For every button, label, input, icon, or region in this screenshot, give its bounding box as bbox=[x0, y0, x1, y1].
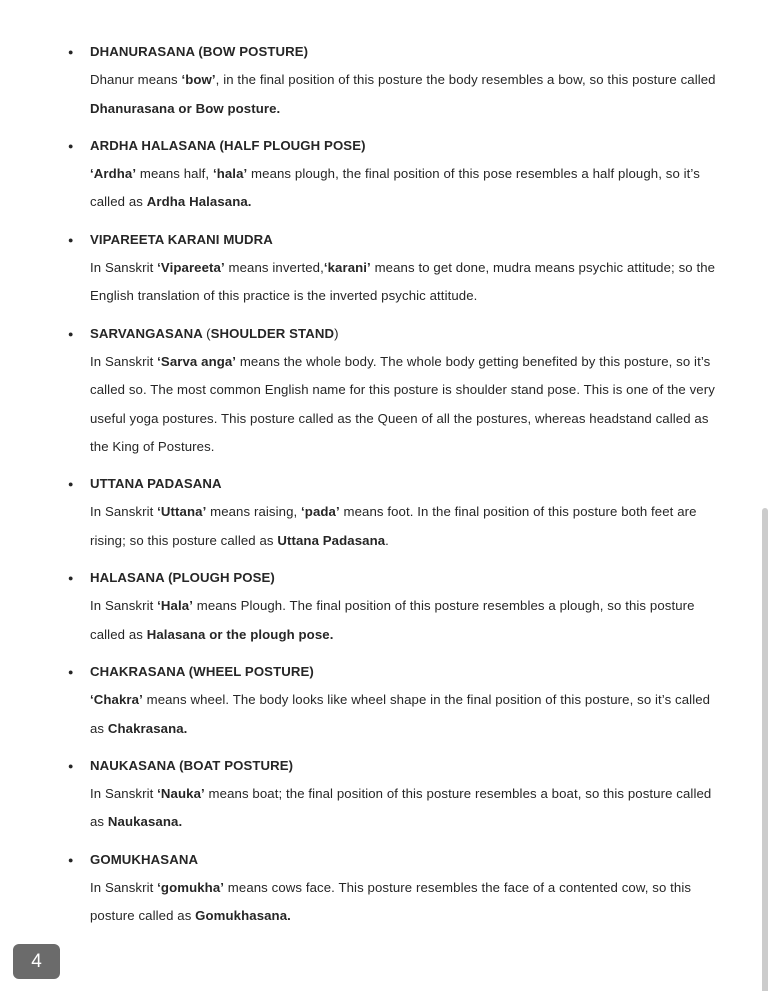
posture-description: In Sanskrit ‘Vipareeta’ means inverted,‘karani’ means to get done, mudra means psychic attitude; so the English translation of this practice is the inverted psychic attitude. bbox=[90, 260, 716, 304]
list-item bbox=[68, 132, 770, 217]
item-content bbox=[90, 132, 725, 217]
posture-description: In Sanskrit ‘Sarva anga’ means the whole body. The whole body getting benefited by this posture, so it’s called so. The most common English name for this posture is shoulder stand pose. This is one of the very useful yoga postures. This posture called as the Queen of all the postures, whereas headstand called as the King of Postures. bbox=[90, 353, 715, 454]
list-item bbox=[68, 752, 770, 837]
bullet-icon: ● bbox=[68, 328, 74, 339]
bullet-icon: ● bbox=[68, 140, 74, 151]
posture-description: In Sanskrit ‘Hala’ means Plough. The final position of this posture resembles a plough, so this posture called as Halasana or the plough pose. bbox=[90, 598, 695, 642]
bullet-icon: ● bbox=[68, 760, 74, 771]
item-content bbox=[90, 846, 725, 931]
posture-heading: CHAKRASANA (WHEEL POSTURE) bbox=[90, 663, 314, 679]
bullet-icon: ● bbox=[68, 234, 74, 245]
posture-description: In Sanskrit ‘Nauka’ means boat; the final position of this posture resembles a boat, so this posture called as Naukasana. bbox=[90, 786, 712, 830]
bullet-icon: ● bbox=[68, 854, 74, 865]
posture-heading: HALASANA (PLOUGH POSE) bbox=[90, 570, 275, 586]
list-item bbox=[68, 226, 770, 311]
posture-heading: NAUKASANA (BOAT POSTURE) bbox=[90, 757, 294, 773]
posture-description: Dhanur means ‘bow’, in the final position of this posture the body resembles a bow, so this posture called Dhanurasana or Bow posture. bbox=[90, 72, 716, 116]
posture-heading: SARVANGASANA (SHOULDER STAND) bbox=[90, 325, 339, 341]
posture-heading: VIPAREETA KARANI MUDRA bbox=[90, 231, 273, 247]
page-number-badge bbox=[13, 944, 60, 979]
posture-heading: GOMUKHASANA bbox=[90, 851, 199, 867]
item-content bbox=[90, 320, 725, 461]
list-item bbox=[68, 38, 770, 123]
bullet-icon: ● bbox=[68, 666, 74, 677]
item-content bbox=[90, 226, 725, 311]
scrollbar-thumb[interactable] bbox=[762, 508, 768, 991]
posture-heading: UTTANA PADASANA bbox=[90, 476, 222, 492]
list-item bbox=[68, 564, 770, 649]
list-item bbox=[68, 470, 770, 555]
posture-heading: DHANURASANA (BOW POSTURE) bbox=[90, 44, 309, 59]
item-content bbox=[90, 752, 725, 837]
posture-heading: ARDHA HALASANA (HALF PLOUGH POSE) bbox=[90, 137, 366, 153]
posture-description: ‘Ardha’ means half, ‘hala’ means plough, the final position of this pose resembles a half plough, so it’s called as Ardha Halasana. bbox=[90, 166, 700, 210]
bullet-icon: ● bbox=[68, 47, 74, 57]
item-content bbox=[90, 658, 725, 743]
bullet-icon: ● bbox=[68, 479, 74, 490]
item-content bbox=[90, 38, 725, 123]
page-number: 4 bbox=[31, 950, 42, 972]
posture-description: ‘Chakra’ means wheel. The body looks like wheel shape in the final position of this posture, so it’s called as Chakrasana. bbox=[90, 692, 711, 736]
posture-description: In Sanskrit ‘gomukha’ means cows face. This posture resembles the face of a contented cow, so this posture called as Gomukhasana. bbox=[90, 880, 692, 924]
bullet-icon: ● bbox=[68, 573, 74, 584]
item-content bbox=[90, 564, 725, 649]
list-item bbox=[68, 320, 770, 461]
item-content bbox=[90, 470, 725, 555]
list-item bbox=[68, 846, 770, 931]
list-item bbox=[68, 658, 770, 743]
posture-description: In Sanskrit ‘Uttana’ means raising, ‘pada’ means foot. In the final position of this posture both feet are rising; so this posture called as Uttana Padasana. bbox=[90, 504, 697, 548]
